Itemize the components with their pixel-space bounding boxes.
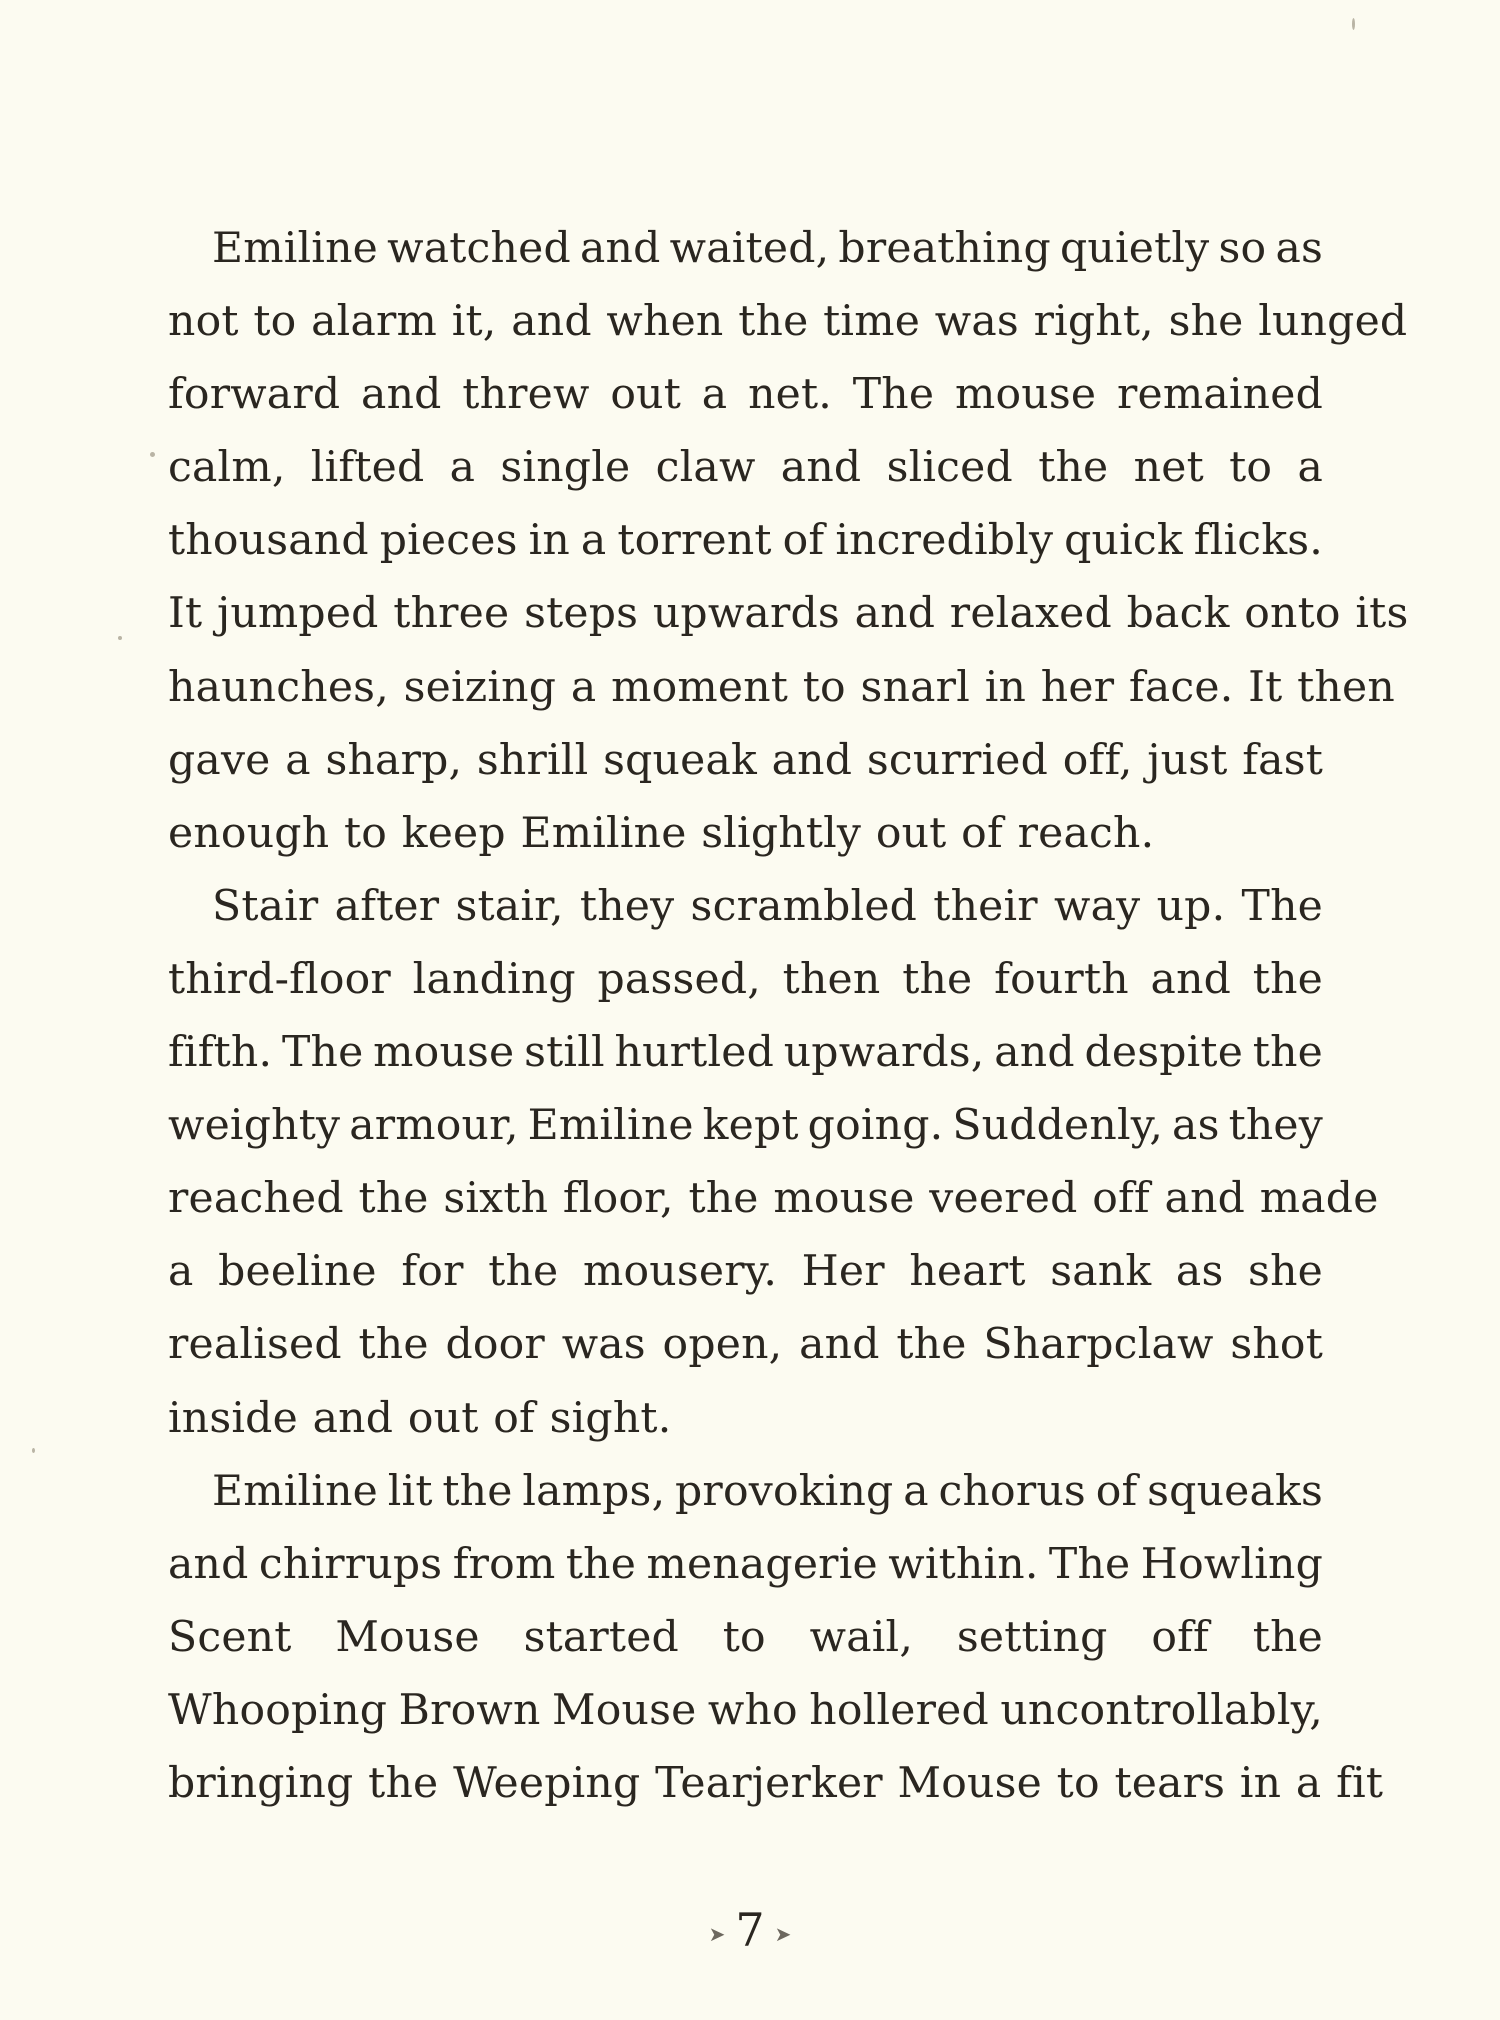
text-line: gave a sharp, shrill squeak and scurried off, just fast bbox=[168, 735, 1323, 785]
text-line: a beeline for the mousery. Her heart sank as she bbox=[168, 1247, 1323, 1297]
text-line: weighty armour, Emiline kept going. Suddenly, as they bbox=[168, 1101, 1323, 1151]
text-line: and chirrups from the menagerie within. The Howling bbox=[168, 1539, 1323, 1589]
text-line: thousand pieces in a torrent of incredibly quick flicks. bbox=[168, 516, 1323, 566]
text-line: reached the sixth floor, the mouse veered off and made bbox=[168, 1174, 1379, 1224]
text-line: Emiline lit the lamps, provoking a chorus of squeaks bbox=[212, 1466, 1323, 1516]
text-line: calm, lifted a single claw and sliced the net to a bbox=[168, 443, 1323, 493]
page-number-value: 7 bbox=[735, 1903, 765, 1957]
scan-speck bbox=[32, 1448, 35, 1453]
text-line: realised the door was open, and the Sharpclaw shot bbox=[168, 1320, 1323, 1370]
text-line: enough to keep Emiline slightly out of reach. bbox=[168, 808, 1155, 858]
text-line: It jumped three steps upwards and relaxed back onto its bbox=[168, 589, 1409, 639]
text-line: not to alarm it, and when the time was right, she lunged bbox=[168, 297, 1408, 347]
scan-speck bbox=[150, 452, 155, 457]
paragraph-2 bbox=[168, 870, 1379, 1455]
text-line: Whooping Brown Mouse who hollered uncontrollably, bbox=[168, 1685, 1323, 1735]
text-line: forward and threw out a net. The mouse remained bbox=[168, 370, 1323, 420]
left-ornament-icon: ➤ bbox=[708, 1922, 726, 1946]
text-line: bringing the Weeping Tearjerker Mouse to tears in a fit bbox=[168, 1758, 1384, 1808]
text-line: haunches, seizing a moment to snarl in her face. It then bbox=[168, 662, 1395, 712]
text-line: inside and out of sight. bbox=[168, 1393, 672, 1443]
text-line: Emiline watched and waited, breathing quietly so as bbox=[212, 224, 1323, 273]
text-line: Stair after stair, they scrambled their way up. The bbox=[212, 881, 1323, 931]
paragraph-1 bbox=[168, 212, 1409, 870]
body-text bbox=[168, 212, 1409, 1820]
text-line: third-floor landing passed, then the fourth and the bbox=[168, 954, 1323, 1004]
right-ornament-icon: ➤ bbox=[774, 1922, 792, 1946]
scan-speck bbox=[1352, 18, 1355, 30]
text-line: Scent Mouse started to wail, setting off the bbox=[168, 1612, 1323, 1662]
scan-speck bbox=[118, 636, 122, 640]
page-number bbox=[0, 1903, 1500, 1957]
text-line: fifth. The mouse still hurtled upwards, and despite the bbox=[168, 1028, 1323, 1078]
paragraph-3 bbox=[168, 1455, 1384, 1820]
